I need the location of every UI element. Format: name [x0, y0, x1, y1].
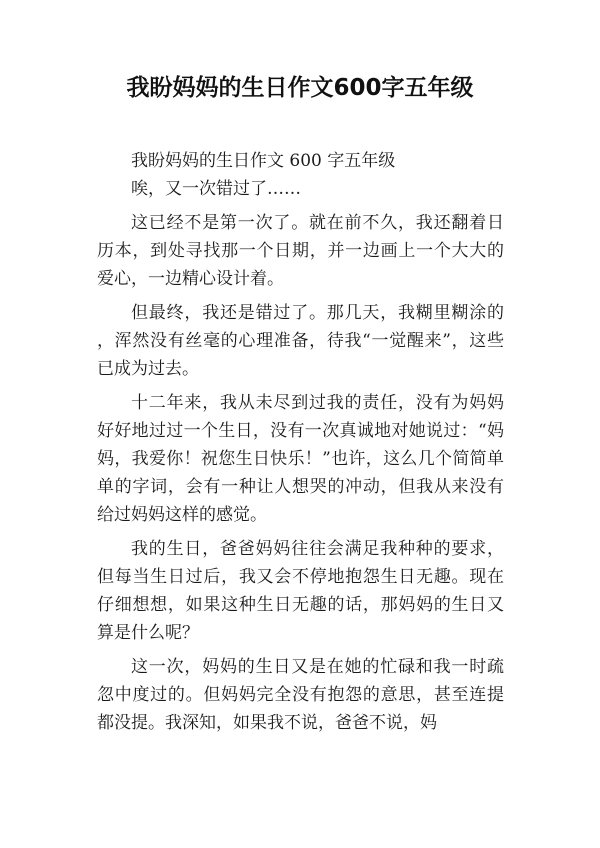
document-body	[97, 147, 504, 743]
paragraph-calendar: 这已经不是第一次了。就在前不久，我还翻着日历本，到处寻找那一个日期，并一边画上一个大大的爱心，一边精心设计着。	[97, 213, 504, 289]
document-title: 我盼妈妈的生日作文600字五年级	[126, 75, 474, 101]
paragraph-subtitle: 我盼妈妈的生日作文 600 字五年级	[131, 151, 396, 171]
paragraph-missed: 但最终，我还是错过了。那几天，我糊里糊涂的，浑然没有丝毫的心理准备，待我“一觉醒来”，这些已成为过去。	[97, 303, 504, 379]
paragraph-twelve-years: 十二年来，我从未尽到过我的责任，没有为妈妈好好地过过一个生日，没有一次真诚地对她说过：“妈妈，我爱你！祝您生日快乐！”也许，这么几个简简单单的字词，会有一种让人想哭的冲动，但我从来没有给过妈妈这样的感觉。	[97, 393, 504, 525]
paragraph-this-time: 这一次，妈妈的生日又是在她的忙碌和我一时疏忽中度过的。但妈妈完全没有抱怨的意思，甚至连提都没提。我深知，如果我不说，爸爸不说，妈	[97, 657, 504, 733]
paragraph-opening: 唉，又一次错过了……	[131, 179, 301, 199]
paragraph-my-birthday: 我的生日，爸爸妈妈往往会满足我种种的要求，但每当生日过后，我又会不停地抱怨生日无趣。现在仔细想想，如果这种生日无趣的话，那妈妈的生日又算是什么呢？	[97, 539, 504, 643]
